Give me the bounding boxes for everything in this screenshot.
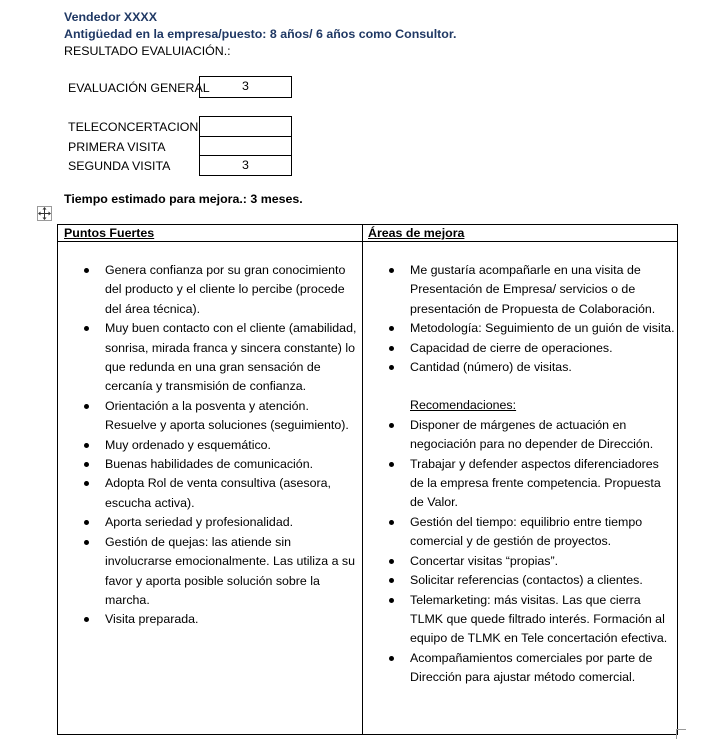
list-item: Aporta seriedad y profesionalidad.	[80, 513, 360, 532]
list-item: Telemarketing: más visitas. Las que cierra TLMK que quede filtrado interés. Formación al equipo de TLMK en Tele concertación efectiva.	[385, 591, 675, 649]
improvements-header: Áreas de mejora	[368, 226, 465, 240]
list-item: Concertar visitas “propias”.	[385, 552, 675, 571]
result-title: RESULTADO EVALUIACIÓN.:	[64, 44, 231, 58]
first-visit-label: PRIMERA VISITA	[68, 140, 166, 154]
list-item: Acompañamientos comerciales por parte de Dirección para ajustar método comercial.	[385, 649, 675, 688]
list-item: Trabajar y defender aspectos diferenciadores de la empresa frente competencia. Propuesta de Valor.	[385, 455, 675, 513]
list-item: Metodología: Seguimiento de un guión de visita.	[385, 319, 675, 338]
improvements-list	[385, 261, 675, 377]
strengths-header: Puntos Fuertes	[64, 226, 155, 240]
column-divider	[362, 225, 363, 734]
list-item: Adopta Rol de venta consultiva (asesora, escucha activa).	[80, 474, 360, 513]
list-item: Solicitar referencias (contactos) a clientes.	[385, 571, 675, 590]
strengths-list	[80, 261, 360, 630]
teleconcert-value	[199, 116, 292, 137]
list-item: Genera confianza por su gran conocimiento del producto y el cliente lo percibe (procede del área técnica).	[80, 261, 360, 319]
teleconcert-label: TELECONCERTACION	[68, 120, 199, 134]
list-item: Buenas habilidades de comunicación.	[80, 455, 360, 474]
improvement-estimate: Tiempo estimado para mejora.: 3 meses.	[64, 192, 303, 206]
seniority-line: Antigüedad en la empresa/puesto: 8 años/ 6 años como Consultor.	[64, 27, 457, 41]
list-item: Gestión del tiempo: equilibrio entre tiempo comercial y de gestión de proyectos.	[385, 513, 675, 552]
list-item: Muy ordenado y esquemático.	[80, 436, 360, 455]
table-resize-handle[interactable]	[676, 729, 686, 739]
recommendations-list	[385, 416, 675, 688]
list-item: Gestión de quejas: las atiende sin involucrarse emocionalmente. Las utiliza a su favor y aporta posible solución sobre la marcha.	[80, 533, 360, 611]
list-item: Orientación a la posventa y atención. Resuelve y aporta soluciones (seguimiento).	[80, 397, 360, 436]
list-item: Visita preparada.	[80, 610, 360, 629]
general-eval-value: 3	[199, 76, 292, 98]
strengths-improvements-table	[57, 224, 678, 735]
second-visit-label: SEGUNDA VISITA	[68, 159, 171, 173]
improvements-column	[385, 261, 675, 688]
vendor-title: Vendedor XXXX	[64, 10, 157, 24]
list-item: Me gustaría acompañarle en una visita de Presentación de Empresa/ servicios o de presentación de Propuesta de Colaboración.	[385, 261, 675, 319]
move-arrows-icon[interactable]	[37, 206, 52, 221]
second-visit-value: 3	[199, 155, 292, 176]
list-item: Muy buen contacto con el cliente (amabilidad, sonrisa, mirada franca y sincera constante) lo que redunda en una gran sensación de cercanía y transmisión de confianza.	[80, 319, 360, 397]
strengths-column	[80, 261, 360, 630]
list-item: Capacidad de cierre de operaciones.	[385, 339, 675, 358]
first-visit-value	[199, 136, 292, 156]
recommendations-title: Recomendaciones:	[410, 398, 517, 413]
list-item: Cantidad (número) de visitas.	[385, 358, 675, 377]
general-eval-label: EVALUACIÓN GENERAL	[68, 81, 210, 95]
header-divider	[58, 241, 677, 242]
list-item: Disponer de márgenes de actuación en negociación para no depender de Dirección.	[385, 416, 675, 455]
